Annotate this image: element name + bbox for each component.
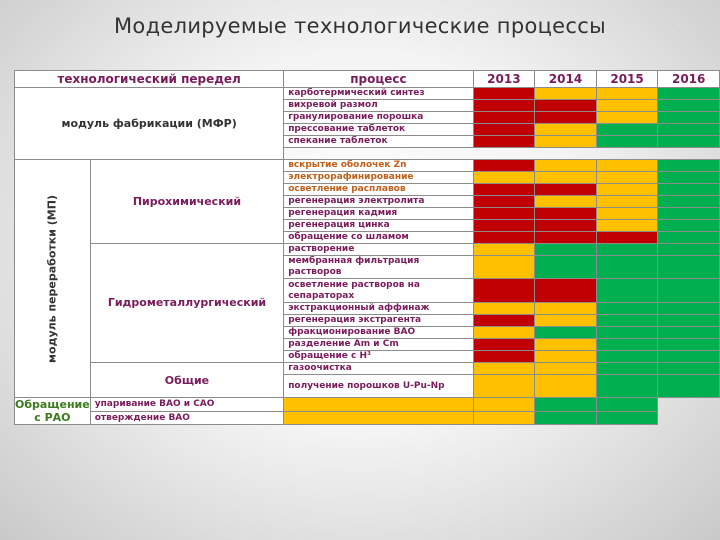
process-name: экстракционный аффинаж [284, 302, 473, 314]
status-cell [473, 243, 535, 255]
status-cell [535, 398, 597, 412]
header-year-2016: 2016 [658, 71, 720, 88]
process-name: осветление растворов на сепараторах [284, 279, 473, 303]
group-common: Общие [90, 362, 284, 398]
status-cell [473, 362, 535, 374]
group-pyro: Пирохимический [90, 159, 284, 243]
status-cell [535, 231, 597, 243]
status-cell [658, 100, 720, 112]
status-cell [658, 255, 720, 279]
status-cell [535, 112, 597, 124]
status-cell [596, 207, 658, 219]
process-name: вскрытие оболочек Zn [284, 159, 473, 171]
status-cell [658, 159, 720, 171]
slide-title: Моделируемые технологические процессы [114, 14, 606, 38]
status-cell [535, 159, 597, 171]
status-cell [658, 136, 720, 148]
status-cell [473, 279, 535, 303]
table-row [15, 159, 720, 171]
status-cell [284, 398, 473, 412]
group-rao: Обращение с РАО [15, 398, 90, 425]
status-cell [535, 350, 597, 362]
status-cell [473, 374, 535, 398]
status-cell [596, 302, 658, 314]
status-cell [535, 279, 597, 303]
status-cell [596, 171, 658, 183]
status-cell [535, 411, 597, 425]
status-cell [535, 362, 597, 374]
status-cell [473, 171, 535, 183]
status-cell [658, 374, 720, 398]
status-cell [658, 279, 720, 303]
status-cell [473, 124, 535, 136]
status-cell [596, 279, 658, 303]
status-cell [473, 136, 535, 148]
status-cell [658, 302, 720, 314]
process-name: спекание таблеток [284, 136, 473, 148]
status-cell [535, 314, 597, 326]
status-cell [596, 112, 658, 124]
status-cell [596, 326, 658, 338]
process-name: обращение с H³ [284, 350, 473, 362]
status-cell [473, 326, 535, 338]
status-cell [596, 159, 658, 171]
status-cell [535, 195, 597, 207]
status-cell [596, 398, 658, 412]
process-name: упаривание ВАО и САО [90, 398, 284, 412]
status-cell [596, 362, 658, 374]
status-cell [473, 207, 535, 219]
status-cell [473, 183, 535, 195]
status-cell [535, 183, 597, 195]
status-cell [658, 338, 720, 350]
process-name: мембранная фильтрация растворов [284, 255, 473, 279]
status-cell [596, 350, 658, 362]
status-cell [473, 219, 535, 231]
status-cell [596, 183, 658, 195]
process-matrix-table [14, 70, 720, 425]
status-cell [473, 255, 535, 279]
status-cell [473, 159, 535, 171]
status-cell [658, 243, 720, 255]
process-name: обращение со шламом [284, 231, 473, 243]
process-name: регенерация цинка [284, 219, 473, 231]
status-cell [658, 231, 720, 243]
process-name: газоочистка [284, 362, 473, 374]
status-cell [596, 136, 658, 148]
status-cell [596, 231, 658, 243]
header-row [15, 71, 720, 88]
process-name: фракционирование ВАО [284, 326, 473, 338]
process-name: регенерация экстрагента [284, 314, 473, 326]
status-cell [596, 374, 658, 398]
status-cell [596, 124, 658, 136]
status-cell [535, 338, 597, 350]
process-name: регенерация кадмия [284, 207, 473, 219]
status-cell [658, 350, 720, 362]
status-cell [535, 219, 597, 231]
status-cell [535, 207, 597, 219]
status-cell [658, 171, 720, 183]
status-cell [473, 231, 535, 243]
status-cell [473, 112, 535, 124]
status-cell [535, 100, 597, 112]
group-mfr: модуль фабрикации (МФР) [15, 88, 284, 160]
status-cell [658, 362, 720, 374]
process-name: разделение Am и Cm [284, 338, 473, 350]
table-row [15, 243, 720, 255]
process-name: гранулирование порошка [284, 112, 473, 124]
status-cell [658, 195, 720, 207]
status-cell [473, 314, 535, 326]
status-cell [535, 171, 597, 183]
header-stage: технологический передел [15, 71, 284, 88]
status-cell [658, 124, 720, 136]
process-name: осветление расплавов [284, 183, 473, 195]
status-cell [535, 374, 597, 398]
status-cell [596, 338, 658, 350]
status-cell [658, 112, 720, 124]
table-row [15, 398, 720, 412]
status-cell [535, 302, 597, 314]
status-cell [658, 207, 720, 219]
status-cell [596, 411, 658, 425]
status-cell [535, 136, 597, 148]
status-cell [535, 326, 597, 338]
status-cell [596, 100, 658, 112]
status-cell [473, 195, 535, 207]
header-process: процесс [284, 71, 473, 88]
status-cell [535, 88, 597, 100]
group-hydro: Гидрометаллургический [90, 243, 284, 362]
status-cell [473, 88, 535, 100]
status-cell [473, 100, 535, 112]
status-cell [658, 88, 720, 100]
status-cell [473, 350, 535, 362]
status-cell [596, 243, 658, 255]
status-cell [596, 255, 658, 279]
group-mp-cell [15, 159, 91, 398]
status-cell [596, 88, 658, 100]
status-cell [473, 338, 535, 350]
group-mp: модуль переработки (МП) [45, 194, 59, 363]
table-row [15, 411, 720, 425]
status-cell [658, 314, 720, 326]
status-cell [658, 183, 720, 195]
header-year-2013: 2013 [473, 71, 535, 88]
status-cell [658, 326, 720, 338]
status-cell [658, 219, 720, 231]
status-cell [535, 243, 597, 255]
process-name: прессование таблеток [284, 124, 473, 136]
process-name: регенерация электролита [284, 195, 473, 207]
status-cell [596, 314, 658, 326]
status-cell [284, 411, 473, 425]
status-cell [473, 302, 535, 314]
table-row [15, 362, 720, 374]
process-name: вихревой размол [284, 100, 473, 112]
process-name: карботермический синтез [284, 88, 473, 100]
status-cell [535, 124, 597, 136]
status-cell [596, 195, 658, 207]
process-name: растворение [284, 243, 473, 255]
process-name: электрорафинирование [284, 171, 473, 183]
status-cell [535, 255, 597, 279]
header-year-2015: 2015 [596, 71, 658, 88]
table-row [15, 88, 720, 100]
status-cell [473, 411, 535, 425]
status-cell [596, 219, 658, 231]
process-name: получение порошков U-Pu-Np [284, 374, 473, 398]
header-year-2014: 2014 [535, 71, 597, 88]
process-name: отверждение ВАО [90, 411, 284, 425]
status-cell [473, 398, 535, 412]
